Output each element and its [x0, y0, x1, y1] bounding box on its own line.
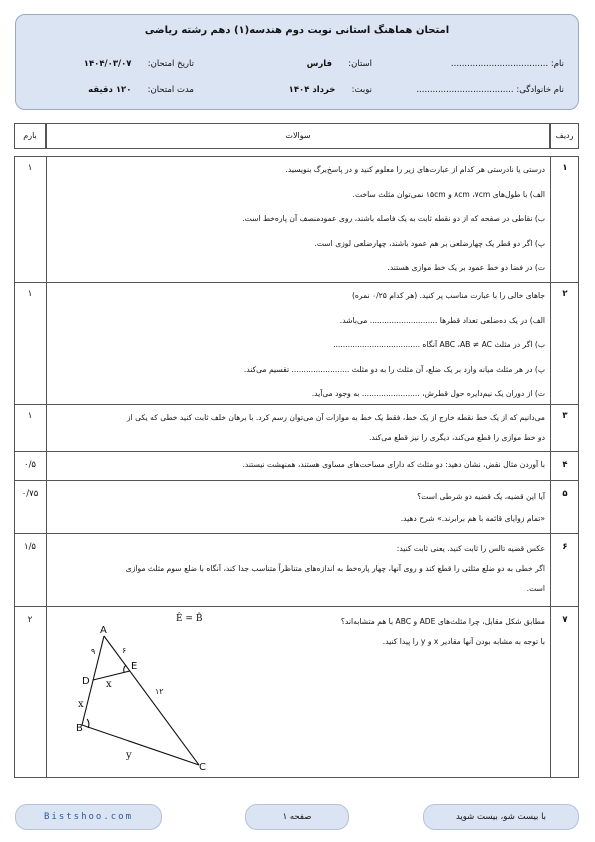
question-score: ۱	[27, 163, 33, 173]
length-bc: y	[126, 750, 132, 761]
question-line: پ) اگر دو قطر یک چهارضلعی بر هم عمود باشند، چهارضلعی لوزی است.	[314, 238, 545, 248]
question-number: ۲	[562, 289, 568, 299]
footer-page-number	[245, 804, 349, 830]
column-header-row: ردیف	[550, 123, 579, 149]
slogan-text: با بیست شو، بیست شوید	[455, 812, 547, 822]
question-line: پ) در هر مثلث میانه وارد بر یک ضلع، آن مثلث را به دو مثلث ........................ تقسیم می‌کند.	[243, 364, 545, 374]
question-line: دو خط موازی را قطع می‌کند، دیگری را نیز قطع می‌کند.	[368, 433, 545, 442]
question-line: الف) در یک ده‌ضلعی تعداد قطرها ............................ می‌باشد.	[339, 315, 545, 325]
exam-title: امتحان هماهنگ استانی نوبت دوم هندسه(۱) دهم رشته ریاضی	[144, 25, 450, 36]
question-score: ۱/۵	[24, 542, 36, 552]
vertex-label-d: D	[82, 676, 90, 687]
question-score: ۱	[27, 411, 33, 421]
question-line: مطابق شکل مقابل، چرا مثلث‌های ADE و ABC با هم متشابه‌اند؟	[340, 617, 545, 626]
question-line: می‌دانیم که از یک خط نقطه خارج از یک خط، فقط یک خط به موازات آن می‌توان رسم کرد. با برهان خلف ثابت کنید خطی که یکی از	[126, 413, 545, 422]
question-score: ۰/۵	[24, 460, 36, 470]
term-label: نوبت:	[351, 85, 372, 95]
name-field	[451, 59, 564, 69]
page-number: صفحه ۱	[282, 812, 312, 822]
question-line: «تمام زوایای قائمه با هم برابرند.» شرح دهید.	[400, 514, 545, 523]
question-line: درستی یا نادرستی هر کدام از عبارت‌های زیر را معلوم کنید و در پاسخ‌برگ بنویسید.	[285, 165, 545, 174]
row-divider	[14, 282, 579, 283]
question-number: ۴	[562, 460, 568, 470]
question-line: ب) اگر در مثلث ABC ،AB ≠ AC آنگاه ....................................	[333, 340, 545, 349]
date-label: تاریخ امتحان:	[147, 59, 194, 69]
column-header-score: بارم	[14, 123, 46, 149]
row-divider	[14, 606, 579, 607]
duration-value: ۱۲۰ دقیقه	[88, 85, 132, 95]
question-6-text	[45, 539, 545, 599]
question-7-text	[215, 612, 545, 652]
row-divider	[14, 480, 579, 481]
family-label: نام خانوادگی:	[516, 85, 564, 95]
question-line: عکس قضیه تالس را ثابت کنید. یعنی ثابت کنید:	[396, 544, 545, 553]
family-dots: ....................................	[416, 85, 514, 95]
question-line: با توجه به مشابه بودن آنها مقادیر x و y را پیدا کنید.	[382, 637, 545, 646]
row-divider	[14, 533, 579, 534]
question-line: الف) با طول‌های ۸cm ،۷cm و ۱۵cm نمی‌توان مثلث ساخت.	[352, 189, 545, 199]
question-score: ۰/۷۵	[21, 489, 39, 499]
length-ec: ۱۲	[155, 687, 164, 696]
date-field	[84, 59, 194, 69]
question-score: ۲	[27, 615, 33, 625]
question-3-text	[45, 408, 545, 448]
question-5-text	[45, 486, 545, 530]
vertex-label-b: B	[76, 723, 83, 734]
name-label: نام:	[550, 59, 564, 69]
question-number: ۷	[562, 615, 568, 625]
province-value: فارس	[306, 59, 333, 69]
question-score: ۱	[27, 289, 33, 299]
vertex-label-e: E	[131, 661, 138, 672]
angle-mark-e	[124, 665, 126, 672]
row-divider	[14, 451, 579, 452]
side-bc	[82, 725, 199, 765]
question-line: ت) در فضا دو خط عمود بر یک خط موازی هستند.	[387, 263, 545, 272]
duration-field	[88, 85, 194, 95]
length-ae: ۶	[122, 646, 127, 655]
question-4-text	[45, 457, 545, 473]
side-ac	[104, 636, 199, 765]
family-field	[416, 85, 564, 95]
question-number: ۶	[562, 542, 568, 552]
question-line: است.	[526, 584, 545, 593]
question-number: ۳	[562, 411, 568, 421]
province-label: استان:	[348, 59, 372, 69]
vertex-label-c: C	[199, 762, 206, 772]
question-1-text	[45, 158, 545, 281]
footer-slogan	[423, 804, 579, 830]
question-number: ۵	[562, 489, 568, 499]
length-de: x	[106, 679, 112, 690]
site-link[interactable]: Bistshoo.com	[43, 812, 134, 822]
length-db: x	[78, 699, 84, 710]
term-field	[289, 85, 372, 95]
question-line: با آوردن مثال نقض، نشان دهید: دو مثلث که دارای مساحت‌های مساوی هستند، همنهشت نیستند.	[242, 460, 545, 469]
length-ad: ۹	[91, 647, 96, 656]
name-dots: ....................................	[450, 59, 549, 69]
exam-header	[15, 14, 579, 110]
date-value: ۱۴۰۴/۰۳/۰۷	[83, 59, 132, 69]
column-header-questions: سوالات	[46, 123, 550, 149]
duration-label: مدت امتحان:	[147, 85, 194, 95]
question-number: ۱	[562, 163, 568, 173]
vertex-label-a: A	[100, 625, 107, 636]
question-line: اگر خطی به دو ضلع مثلثی را قطع کند و روی آنها، چهار پاره‌خط به اندازه‌های متناظراً متناسب جدا کند، آنگاه با ضلع سوم مثلث موازی	[125, 564, 545, 573]
question-line: جاهای خالی را با عبارت مناسب پر کنید. (هر کدام ۰/۲۵ نمره)	[351, 291, 545, 300]
province-field	[307, 59, 372, 69]
triangle-figure	[66, 622, 216, 772]
term-value: خرداد ۱۴۰۴	[288, 85, 336, 95]
question-line: ب) نقاطی در صفحه که از دو نقطه ثابت به یک فاصله باشند، روی عمودمنصف آن پاره‌خط است.	[242, 214, 545, 223]
question-2-text	[45, 284, 545, 407]
question-line: ت) از دوران یک نیم‌دایره حول قطرش، ........................ به وجود می‌آید.	[311, 389, 545, 398]
footer-site[interactable]	[15, 804, 162, 830]
question-line: آیا این قضیه، یک قضیه دو شرطی است؟	[417, 492, 545, 501]
angle-equation: Ê = B̂	[176, 614, 203, 624]
